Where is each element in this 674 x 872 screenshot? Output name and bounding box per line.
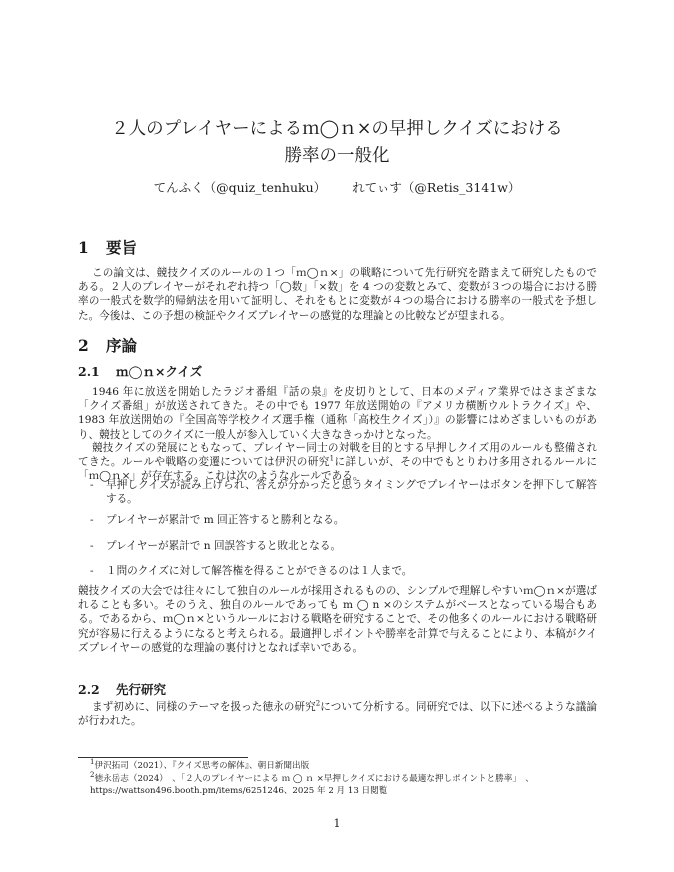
footnote-text: 徳永岳志（2024） 、「２人のプレイヤーによる ｍ ◯ ｎ ×早押しクイズにおける最適な押しポイントと勝率」 、https://wattson496.booth.pm/items/6251246、2025 年 2 月 13 日閲覧	[90, 773, 534, 796]
footnote-ref-2[interactable]: 2	[315, 699, 321, 708]
intro-paragraph-3: 競技クイズの大会では往々にして独自のルールが採用されるものの、シンプルで理解しやすいｍ◯ｎ×が選ばれることも多い。そのうえ、独自のルールであっても m ◯ n ×のシステムがベースとなっている場合もある。であるから、ｍ◯ｎ×というルールにおける戦略を研究することで、その他多くのルールにおける戦略研究が容易に行えるようになると考えられる。最適押しポイントや勝率を計算で与えることにより、本稿がクイズプレイヤーの感覚的な理論の裏付けとなれば幸いである。	[78, 585, 597, 654]
abstract-paragraph: この論文は、競技クイズのルールの１つ「ｍ◯ｎ×」の戦略について先行研究を踏まえて研究したものである。２人のプレイヤーがそれぞれ持つ「◯数」「×数」を 4 つの変数とみて、変数が３つの場合における勝率の一般式を数学的帰納法を用いて証明し、それをもとに変数が４つの場合における勝率の一般式を予想した。今後は、この予想の検証やクイズプレイヤーの感覚的な理論との比較などが望まれる。	[78, 267, 597, 322]
footnote-text: 伊沢拓司（2021）、『クイズ思考の解体』、朝日新聞出版	[94, 761, 310, 771]
section-number: 2	[78, 336, 89, 355]
list-item: - １問のクイズに対して解答権を得ることができるのは１人まで。	[90, 564, 413, 577]
footnote-divider	[78, 757, 248, 758]
footnote-1	[78, 760, 597, 773]
list-item: - 早押しクイズが読み上げられ、答えが分かったと思うタイミングでプレイヤーはボタンを押下して解答する。	[90, 479, 597, 506]
section-heading-introduction	[78, 334, 137, 356]
list-marker: -	[90, 539, 94, 552]
section-title: 要旨	[106, 238, 138, 257]
section-title: 序論	[106, 336, 138, 355]
rule-list	[90, 478, 597, 578]
section-number: 1	[78, 238, 89, 257]
author-1: てんふく（@quiz_tenhuku）	[153, 180, 327, 195]
footnote-ref-1[interactable]: 1	[329, 454, 335, 463]
footnote-mark: 2	[90, 770, 95, 779]
paper-title	[60, 116, 614, 170]
subsection-number: 2.2	[78, 682, 100, 697]
subsection-title: 先行研究	[116, 682, 167, 697]
subsection-heading-prior-work	[78, 680, 166, 698]
subsection-title: ｍ◯ｎ×クイズ	[116, 364, 203, 379]
section-heading-abstract	[78, 236, 137, 258]
subsection-number: 2.1	[78, 364, 100, 379]
list-item: - プレイヤーが累計で n 回誤答すると敗北となる。	[90, 539, 342, 552]
authors	[60, 178, 614, 196]
list-marker: -	[90, 564, 94, 577]
footnote-2	[78, 770, 597, 798]
page-number: 1	[333, 817, 341, 830]
list-marker: -	[90, 514, 94, 527]
list-item: - プレイヤーが累計で m 回正答すると勝利となる。	[90, 514, 345, 527]
title-line-1: ２人のプレイヤーによるｍ◯ｎ×の早押しクイズにおける	[111, 119, 563, 139]
intro-paragraph-1: 1946 年に放送を開始したラジオ番組『話の泉』を皮切りとして、日本のメディア業界ではさまざまな「クイズ番組」が放送されてきた。その中でも 1977 年放送開始の『アメリカ横断ウルトラクイズ』や、1983 年放送開始の『全国高等学校クイズ選手権（通称「高校生クイズ」）』の影響にはめざましいものがあり、競技としてのクイズに一般人が参入していく大きなきっかけとなった。	[78, 386, 597, 441]
footnote-mark: 1	[90, 758, 95, 767]
prior-work-paragraph: まず初めに、同様のテーマを扱った徳永の研究$^2$について分析する。同研究では、以下に述べるような議論が行われた。	[78, 699, 597, 728]
intro-paragraph-2-text-a: 競技クイズの発展にともなって、プレイヤー同士の対戦を目的とする早押しクイズ用のルールも整備されてきた。ルールや戦略の変遷については伊沢の研究	[78, 442, 597, 469]
subsection-heading-rule	[78, 362, 202, 380]
intro-paragraph-2-text-b: に詳しいが、その中でもとりわけ多用されるルールに「ｍ◯ｎ×」が存在する。これは次のようなルールである。	[78, 456, 597, 483]
footnotes	[78, 760, 597, 798]
list-marker: -	[90, 479, 94, 491]
author-2: れてぃす（@Retis_3141w）	[352, 180, 521, 195]
title-line-2: 勝率の一般化	[284, 146, 390, 166]
